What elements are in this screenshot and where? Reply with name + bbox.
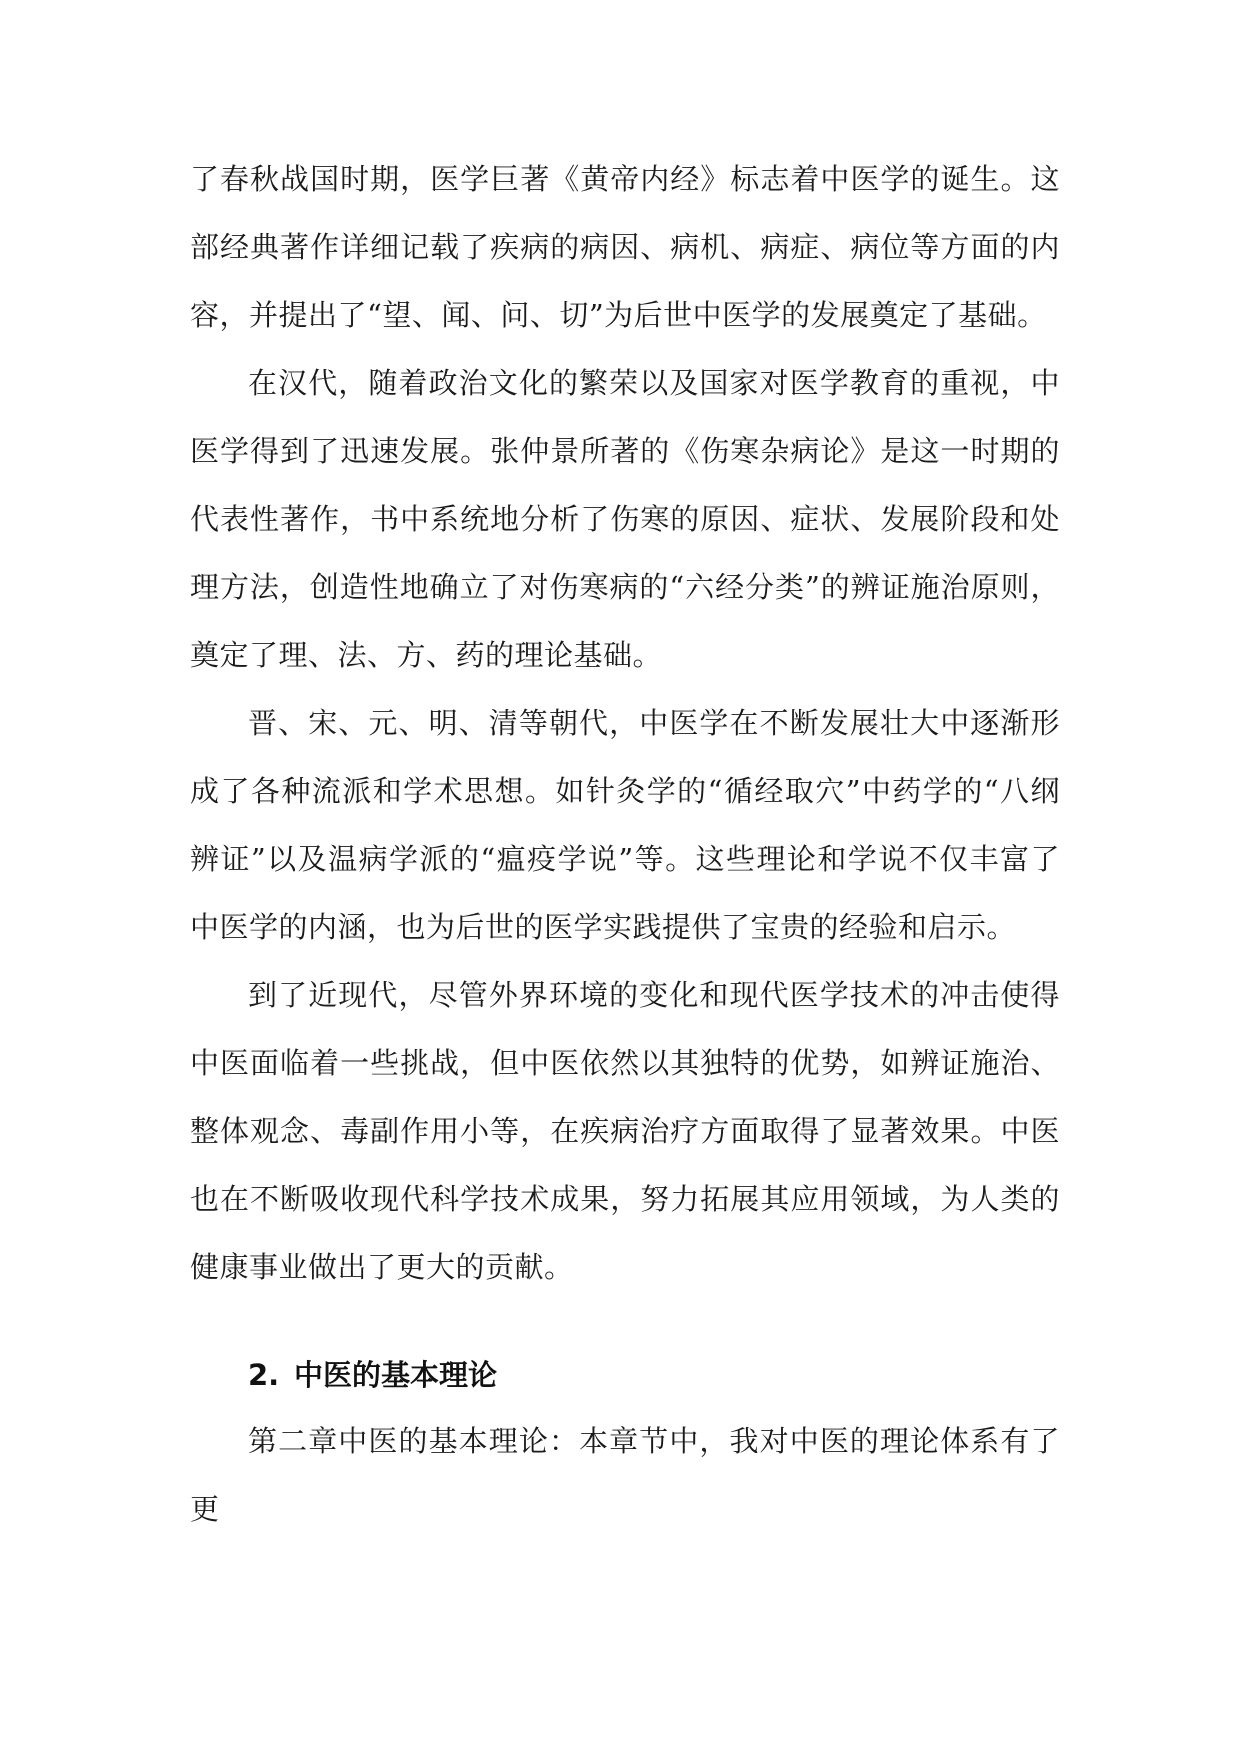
paragraph-later-dynasties: 晋、宋、元、明、清等朝代，中医学在不断发展壮大中逐渐形成了各种流派和学术思想。如针灸学的“循经取穴”中药学的“八纲辨证”以及温病学派的“瘟疫学说”等。这些理论和学说不仅丰富了中医学的内涵，也为后世的医学实践提供了宝贵的经验和启示。: [190, 706, 1060, 944]
document-body: [190, 145, 1060, 1543]
section-title: 中医的基本理论: [294, 1358, 498, 1392]
section-number: 2.: [248, 1358, 280, 1392]
paragraph-han-dynasty: 在汉代，随着政治文化的繁荣以及国家对医学教育的重视，中医学得到了迅速发展。张仲景所著的《伤寒杂病论》是这一时期的代表性著作，书中系统地分析了伤寒的原因、症状、发展阶段和处理方法，创造性地确立了对伤寒病的“六经分类”的辨证施治原则，奠定了理、法、方、药的理论基础。: [190, 366, 1060, 672]
section-paragraph: 第二章中医的基本理论：本章节中，我对中医的理论体系有了更: [190, 1424, 1060, 1526]
section-heading: [190, 1343, 1060, 1407]
paragraph-modern-era: 到了近现代，尽管外界环境的变化和现代医学技术的冲击使得中医面临着一些挑战，但中医依然以其独特的优势，如辨证施治、整体观念、毒副作用小等，在疾病治疗方面取得了显著效果。中医也在不断吸收现代科学技术成果，努力拓展其应用领域，为人类的健康事业做出了更大的贡献。: [190, 978, 1060, 1284]
paragraph-continued: 了春秋战国时期，医学巨著《黄帝内经》标志着中医学的诞生。这部经典著作详细记载了疾病的病因、病机、病症、病位等方面的内容，并提出了“望、闻、问、切”为后世中医学的发展奠定了基础。: [190, 162, 1060, 332]
